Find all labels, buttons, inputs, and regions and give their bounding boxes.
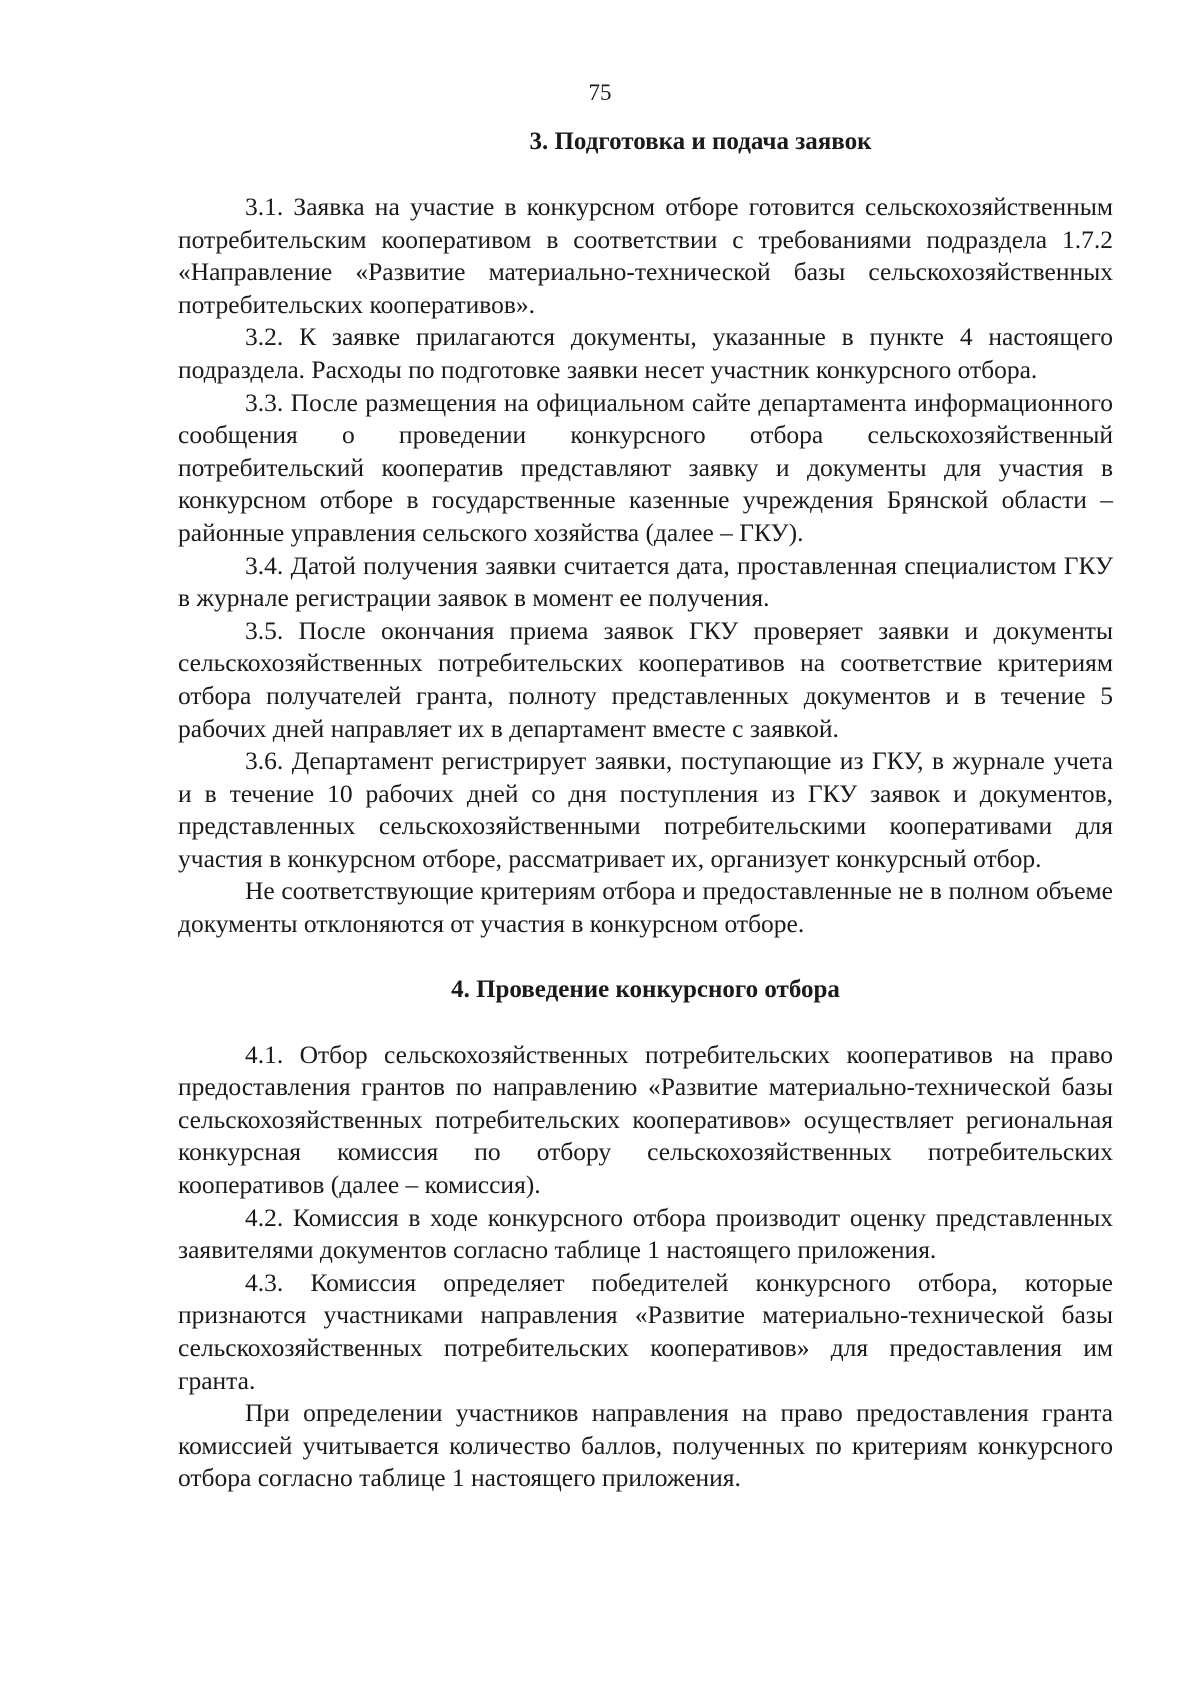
paragraph-3-1: 3.1. Заявка на участие в конкурсном отборе готовится сельскохозяйственным потребительским кооперативом в соответствии с требованиями подраздела 1.7.2 «Направление «Развитие материально-технической базы сельскохозяйственных потребительских кооперативов». — [178, 192, 1113, 319]
paragraph-4-1: 4.1. Отбор сельскохозяйственных потребительских кооперативов на право предоставления грантов по направлению «Развитие материально-технической базы сельскохозяйственных потребительских кооперативов» осуществляет региональная конкурсная комиссия по отбору сельскохозяйственных потребительских кооперативов (далее – комиссия). — [178, 1039, 1113, 1200]
paragraph-3-2: 3.2. К заявке прилагаются документы, указанные в пункте 4 настоящего подраздела. Расходы по подготовке заявки несет участник конкурсного отбора. — [178, 322, 1113, 384]
section-3-title: 3. Подготовка и подача заявок — [529, 128, 872, 155]
paragraph-3-4: 3.4. Датой получения заявки считается дата, проставленная специалистом ГКУ в журнале регистрации заявок в момент ее получения. — [178, 550, 1113, 613]
paragraph-3-6: 3.6. Департамент регистрирует заявки, поступающие из ГКУ, в журнале учета и в течение 10 рабочих дней со дня поступления из ГКУ заявок и документов, представленных сельскохозяйственными потребительскими кооперативами для участия в конкурсном отборе, рассматривает их, организует конкурсный отбор. — [178, 746, 1113, 873]
paragraph-3-5: 3.5. После окончания приема заявок ГКУ проверяет заявки и документы сельскохозяйственных потребительских кооперативов на соответствие критериям отбора получателей гранта, полноту представленных документов и в течение 5 рабочих дней направляет их в департамент вместе с заявкой. — [178, 615, 1113, 743]
section-4-title: 4. Проведение конкурсного отбора — [451, 975, 840, 1003]
document-content — [178, 125, 1113, 1495]
paragraph-4-2: 4.2. Комиссия в ходе конкурсного отбора производит оценку представленных заявителями документов согласно таблице 1 настоящего приложения. — [178, 1202, 1113, 1265]
paragraph-3-3: 3.3. После размещения на официальном сайте департамента информационного сообщения о проведении конкурсного отбора сельскохозяйственный потребительский кооператив представляют заявку и документы для участия в конкурсном отборе в государственные казенные учреждения Брянской области – районные управления сельского хозяйства (далее – ГКУ). — [178, 387, 1113, 547]
paragraph-4-3-note: При определении участников направления на право предоставления гранта комиссией учитывается количество баллов, полученных по критериям конкурсного отбора согласно таблице 1 настоящего приложения. — [178, 1398, 1113, 1493]
paragraph-3-6-note: Не соответствующие критериям отбора и предоставленные не в полном объеме документы отклоняются от участия в конкурсном отборе. — [178, 876, 1113, 939]
paragraph-4-3: 4.3. Комиссия определяет победителей конкурсного отбора, которые признаются участниками направления «Развитие материально-технической базы сельскохозяйственных потребительских кооперативов» для предоставления им гранта. — [178, 1267, 1113, 1395]
page-number: 75 — [588, 80, 612, 105]
